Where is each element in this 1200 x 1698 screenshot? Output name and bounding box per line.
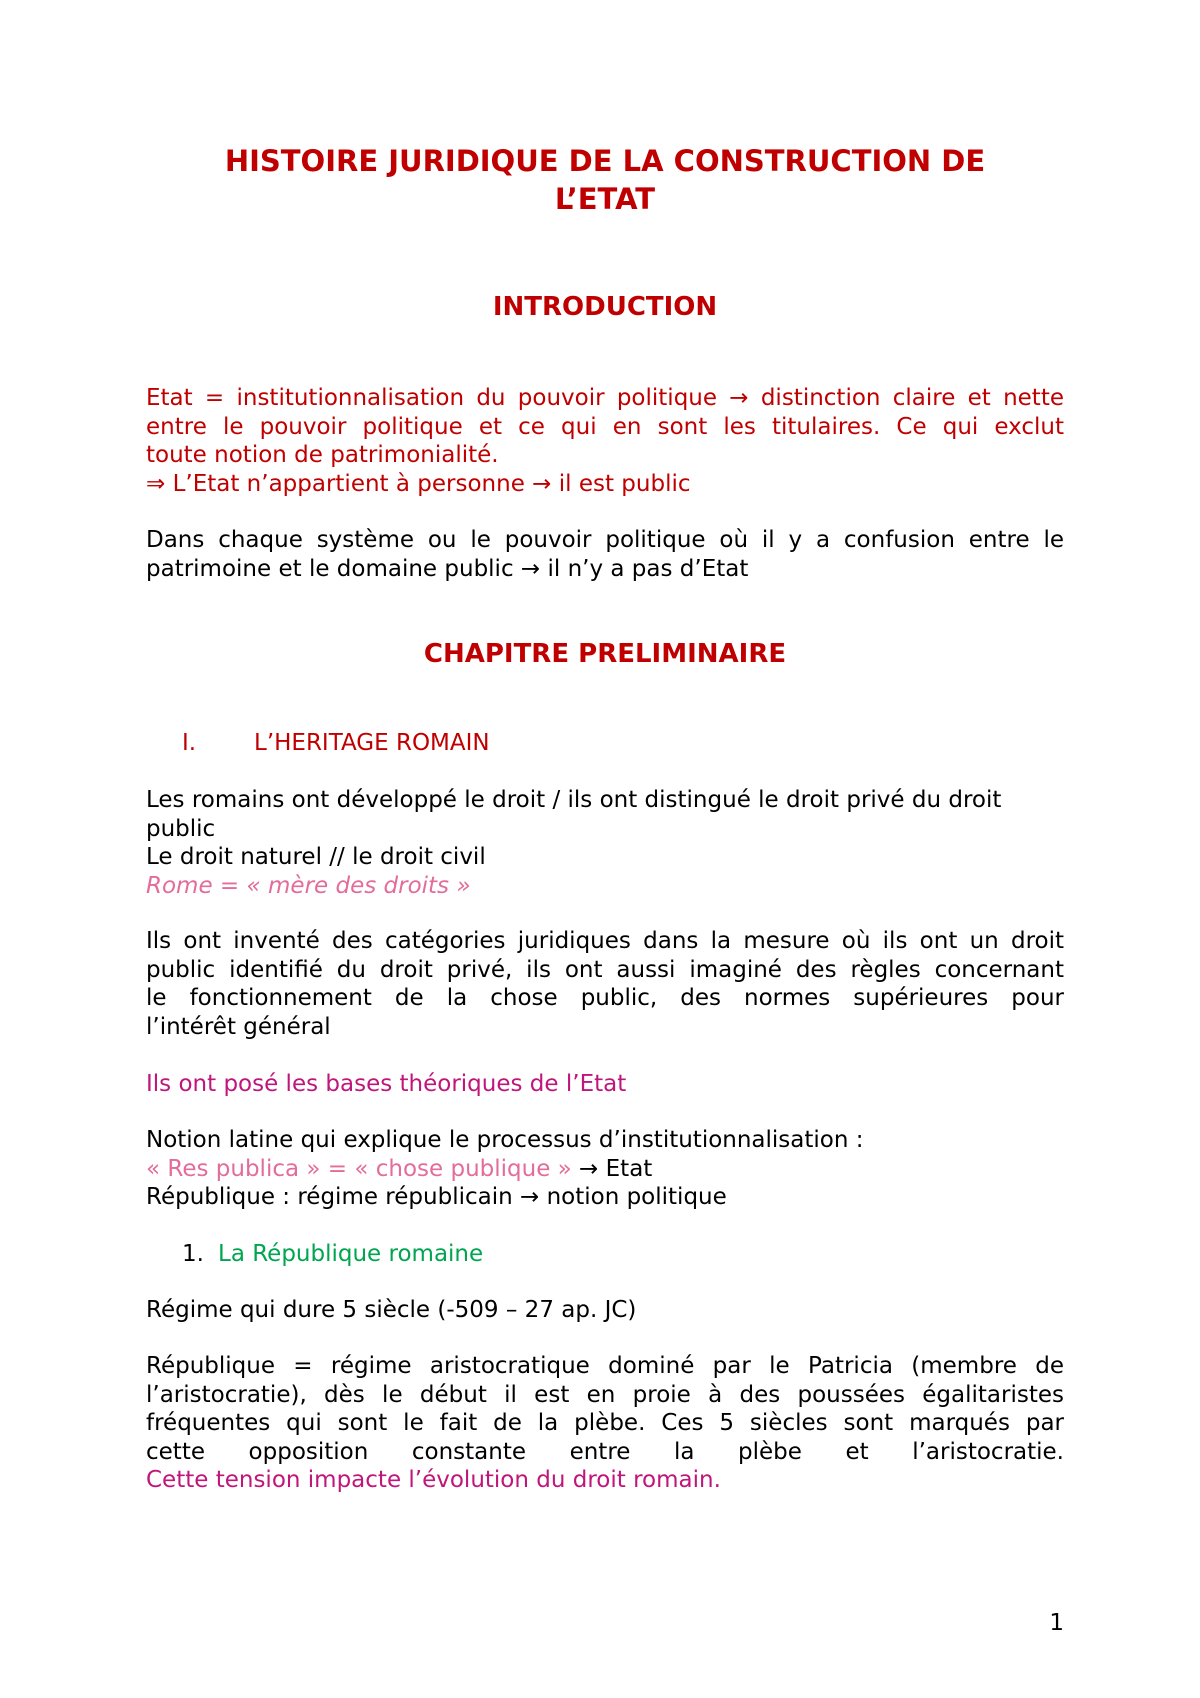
etat-definition-line-2: entre le pouvoir politique et ce qui en sont les titulaires. Ce qui exclut [146,413,1064,440]
intro-paragraph [146,526,1064,583]
page-number: 1 [1049,1610,1064,1636]
categories-line-3: le fonctionnement de la chose public, des normes supérieures pour [146,985,1064,1011]
romans-line-1: Les romains ont développé le droit / ils ont distingué le droit privé du droit [146,787,1002,813]
republic-line-4: cette opposition constante entre la plèbe et l’aristocratie. [146,1438,1064,1465]
categories-paragraph [146,927,1064,1041]
etat-definition-line-1: Etat = institutionnalisation du pouvoir politique → distinction claire et nette [146,385,1064,411]
res-publica-text: « Res publica » = « chose publique » [146,1155,572,1182]
notion-latine-paragraph [146,1126,1064,1212]
section-1-number: I. [182,730,197,756]
notion-line-1: Notion latine qui explique le processus d’institutionnalisation : [146,1127,864,1153]
notion-line-3: République : régime républicain → notion politique [146,1184,727,1210]
intro-paragraph-line-1: Dans chaque système ou le pouvoir politique où il y a confusion entre le [146,527,1064,553]
title-line-2: L’ETAT [554,182,656,216]
document-page [146,0,1064,1698]
introduction-heading: INTRODUCTION [492,292,718,322]
bases-theoriques-line: Ils ont posé les bases théoriques de l’Etat [146,1071,627,1097]
etat-definition [146,384,1064,498]
notion-line-2 [146,1155,1064,1184]
etat-definition-line-4: ⇒ L’Etat n’appartient à personne → il est public [146,470,691,497]
intro-paragraph-line-2: patrimoine et le domaine public → il n’y a pas d’Etat [146,555,749,582]
republic-line-1: République = régime aristocratique dominé par le Patricia (membre de [146,1353,1064,1379]
categories-line-2: public identifié du droit privé, ils ont aussi imaginé des règles concernant [146,956,1064,983]
chapter-heading: CHAPITRE PRELIMINAIRE [423,639,787,669]
notion-line-2-rest: → Etat [571,1155,653,1182]
republic-line-2: l’aristocratie), dès le début il est en proie à des poussées égalitaristes [146,1381,1064,1408]
romans-paragraph [146,786,1064,900]
section-1-title: L’HERITAGE ROMAIN [254,730,490,756]
title-line-1: HISTOIRE JURIDIQUE DE LA CONSTRUCTION DE [224,144,986,178]
categories-line-1: Ils ont inventé des catégories juridiques dans la mesure où ils ont un droit [146,928,1064,954]
categories-line-4: l’intérêt général [146,1013,331,1040]
romans-line-2: public [146,815,216,842]
rome-mere-des-droits: Rome = « mère des droits » [146,872,471,899]
republic-line-3: fréquentes qui sont le fait de la plèbe. Ces 5 siècles sont marqués par [146,1410,1064,1436]
subsection-1-title: La République romaine [218,1241,484,1267]
romans-line-3: Le droit naturel // le droit civil [146,844,486,870]
tension-line: Cette tension impacte l’évolution du droit romain. [146,1467,721,1493]
etat-definition-line-3: toute notion de patrimonialité. [146,442,499,468]
subsection-1-number: 1. [182,1241,204,1267]
regime-duration-line: Régime qui dure 5 siècle (-509 – 27 ap. JC) [146,1297,637,1323]
republic-paragraph [146,1352,1064,1495]
document-title [146,142,1064,218]
